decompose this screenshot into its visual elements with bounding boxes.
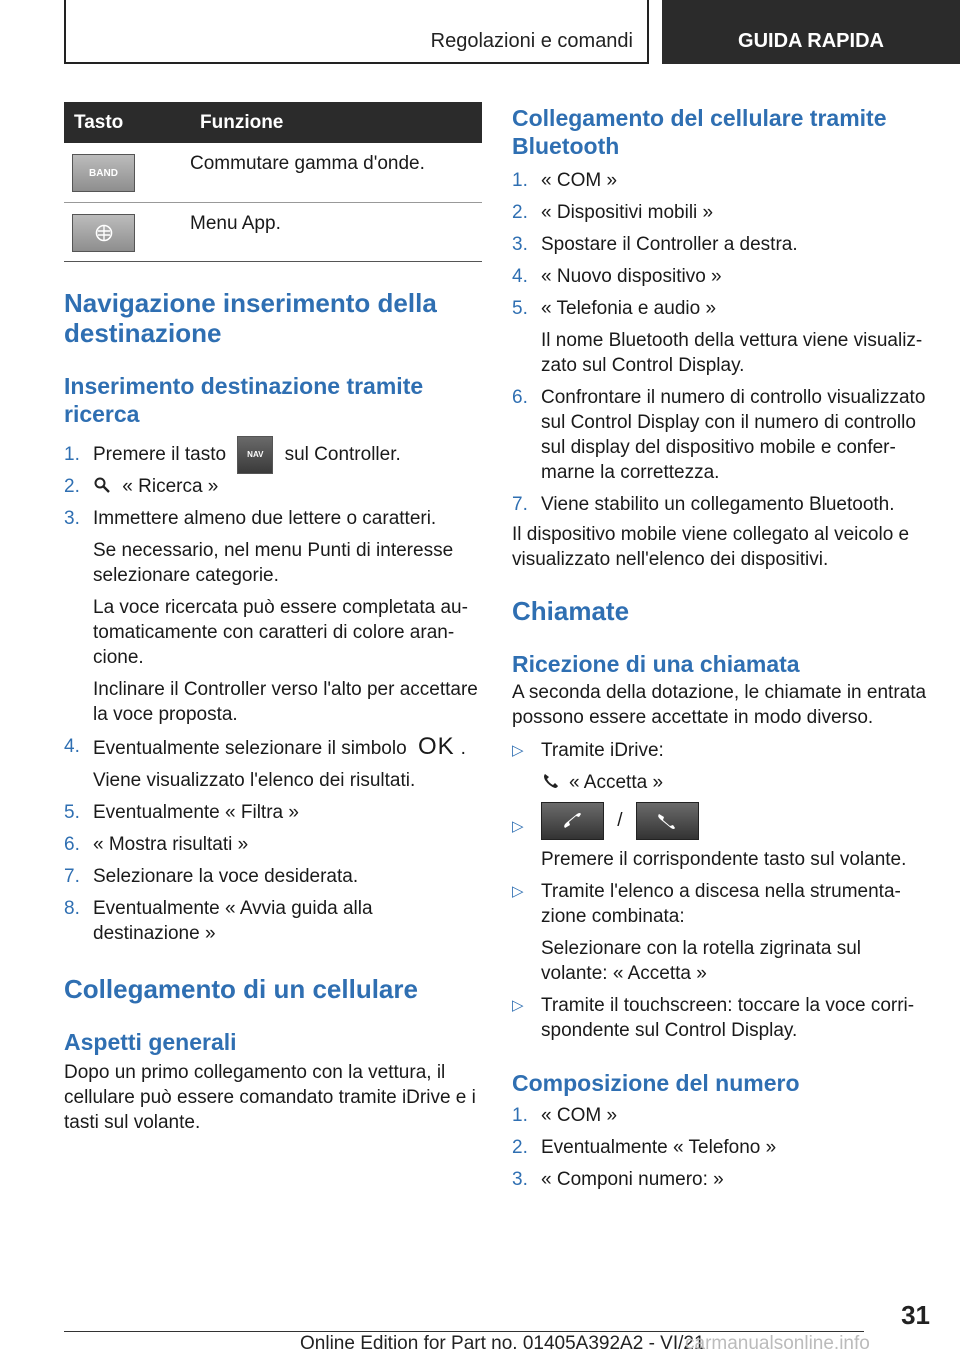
list-item: 3. « Componi numero: » [512,1169,724,1190]
left-column [64,102,482,1135]
watermark: carmanualsonline.info [685,1333,870,1354]
list-item: 2. « Dispositivi mobili » [512,202,714,223]
list-item: 6. « Mostra risultati » [64,833,249,855]
list-item: 2. Eventualmente « Telefono » [512,1137,777,1158]
nav-key-icon: NAV [237,436,273,474]
list-item: 2. « Ricerca » [64,475,219,497]
phone-accept-icon [541,772,561,790]
list-item: 1. « COM » [512,170,618,191]
list-item: 4. « Nuovo dispositivo » [512,266,722,287]
list-item: 5. Eventualmente « Filtra » [64,801,299,823]
table-row [64,202,482,261]
table-row [64,143,482,202]
phone-subheading: Aspetti generali [64,1028,237,1055]
search-icon [93,476,111,494]
chapter-tab: GUIDA RAPIDA [662,0,960,64]
band-key-icon: BAND [72,154,135,192]
calls-intro: A seconda della dotazione, le chiamate in entrata possono essere accettate in modo diverso. [512,682,927,728]
list-item: 5. « Telefonia e audio » Il nome Bluetooth della vettura viene visualiz-zato sul Control Display. [512,298,923,376]
footer-divider [64,1331,864,1332]
bt-after-text: Il dispositivo mobile viene collegato al veicolo e visualizzato nell'elenco dei dispositivi. [512,524,910,570]
call-key-icon [636,802,699,840]
list-item: 3. Immettere almeno due lettere o caratteri. Se necessario, nel menu Punti di interesse selezionare categorie. La voce ricercata può essere completata au-tomaticamente con caratteri di colore aran-cione. Inclinare il Controller verso l'alto per accettare la voce proposta. [64,507,478,725]
apps-icon [72,214,135,252]
list-item: 7. Selezionare la voce desiderata. [64,865,359,887]
calls-list [512,738,932,1043]
list-item: 4. Eventualmente selezionare il simbolo OK . Viene visualizzato l'elenco dei risultati. [64,732,466,791]
key-table [64,102,482,262]
bt-heading: Collegamento del cellulare tramite Bluetooth [512,105,887,159]
list-item: ▷ / Premere il corrispondente tasto sul volante. [512,802,932,872]
nav-steps [64,436,482,946]
page-number: 31 [901,1300,930,1330]
section-title: Regolazioni e comandi [430,30,633,52]
list-item: ▷ Tramite l'elenco a discesa nella strumenta-zione combinata: Selezionare con la rotella zigrinata sul volante: « Accetta » [512,881,901,984]
call-accept-key-icon [541,802,604,840]
phone-text: Dopo un primo collegamento con la vettura, il cellulare può essere comandato tramite iDrive e i tasti sul volante. [64,1061,476,1133]
list-item: 8. Eventualmente « Avvia guida alla destinazione » [64,897,373,944]
nav-subheading: Inserimento destinazione tramite ricerca [64,372,424,427]
calls-heading: Chiamate [512,596,630,626]
header-box [64,0,649,64]
list-item: 1. Premere il tasto NAV sul Controller. [64,436,482,474]
calls-subheading: Ricezione di una chiamata [512,651,800,677]
list-item: 1. « COM » [512,1105,618,1126]
list-item: 3. Spostare il Controller a destra. [512,234,798,255]
dial-heading: Composizione del numero [512,1070,800,1096]
phone-heading: Collegamento di un cellulare [64,973,418,1004]
footer-edition: Online Edition for Part no. 01405A392A2 - VI/21 [300,1333,705,1354]
col-func-header: Funzione [190,102,482,143]
list-item: 6. Confrontare il numero di controllo visualizzato sul Control Display con il numero di controllo sul display del dispositivo mobile e confer-marne la correttezza. [512,387,926,483]
col-key-header: Tasto [64,102,190,143]
table-cell: Commutare gamma d'onde. [190,143,482,202]
list-item: 7. Viene stabilito un collegamento Bluetooth. [512,494,895,515]
ok-symbol-icon: OK [417,732,455,760]
list-item: ▷ Tramite il touchscreen: toccare la voce corri-spondente sul Control Display. [512,995,915,1041]
dial-steps [512,1103,932,1192]
right-column [512,102,932,1199]
bt-steps [512,168,932,517]
nav-heading: Navigazione inserimento della destinazione [64,287,437,348]
list-item: ▷ Tramite iDrive: « Accetta » [512,740,664,793]
table-cell: Menu App. [190,202,482,261]
